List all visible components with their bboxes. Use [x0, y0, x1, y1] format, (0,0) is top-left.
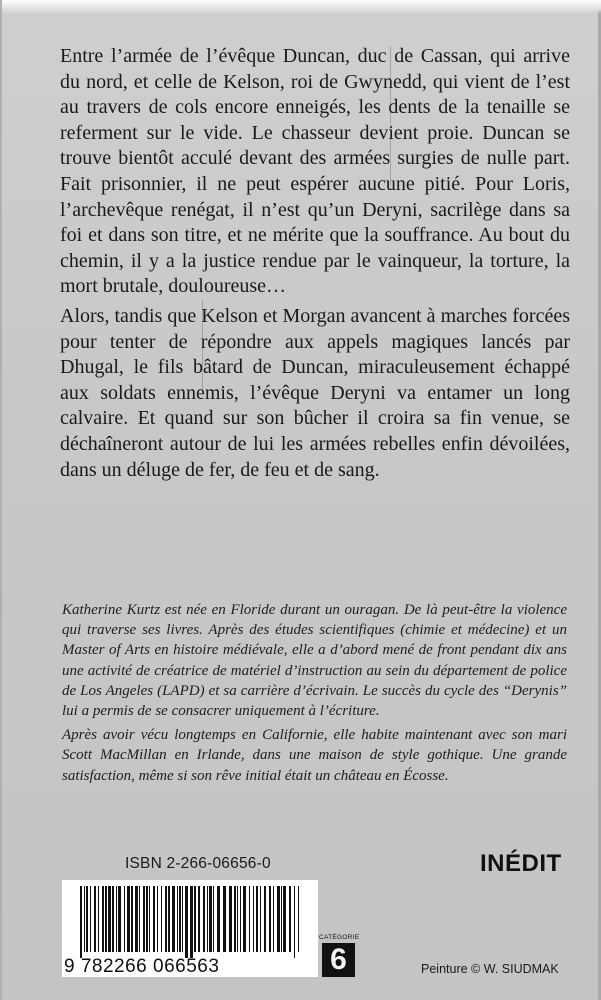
- barcode-bar: [203, 886, 205, 952]
- barcode-bar: [84, 886, 85, 952]
- cover-scratch: [202, 300, 203, 390]
- barcode-bar: [243, 886, 246, 952]
- barcode-bar: [172, 886, 175, 952]
- inedit-badge: INÉDIT: [480, 850, 562, 877]
- synopsis: [60, 44, 570, 487]
- barcode-bar: [240, 886, 241, 952]
- barcode-bar: [86, 886, 88, 952]
- barcode-bar: [283, 886, 286, 952]
- barcode-bar: [294, 886, 295, 958]
- barcode-bar: [105, 886, 107, 952]
- barcode-bar: [207, 886, 208, 952]
- barcode-bar: [264, 886, 266, 952]
- barcode-bar: [94, 886, 96, 952]
- barcode-bar: [281, 886, 282, 952]
- barcode-bar: [289, 886, 291, 952]
- barcode-bar: [112, 886, 114, 952]
- barcode-bar: [102, 886, 104, 952]
- barcode-bar: [237, 886, 238, 952]
- category-number: 6: [322, 943, 355, 977]
- barcode-bar: [118, 886, 121, 952]
- barcode-bar: [273, 886, 274, 952]
- barcode-bar: [165, 886, 167, 952]
- barcode-bar: [139, 886, 140, 952]
- isbn-label: ISBN 2-266-06656-0: [125, 855, 271, 872]
- barcode-bar: [161, 886, 162, 952]
- barcode-bar: [185, 886, 188, 958]
- barcode-bar: [127, 886, 130, 952]
- barcode-bar: [149, 886, 150, 952]
- barcode-bar: [124, 886, 125, 952]
- barcode-bar: [217, 886, 220, 952]
- barcode-bar: [249, 886, 250, 952]
- author-bio-paragraph-2: Après avoir vécu longtemps en Californie, elle habite maintenant avec son mari Scott MacMillan en Irlande, dans une maison de style gothique. Une grande satisfaction, même si son rêve initial était un château en Écosse.: [62, 727, 567, 784]
- top-edge-wear: [2, 0, 601, 14]
- barcode-bar: [182, 886, 183, 952]
- barcode-bar: [90, 886, 91, 952]
- cover-scratch: [390, 46, 391, 186]
- barcode-bar: [190, 886, 193, 958]
- synopsis-paragraph-1: Entre l’armée de l’évêque Duncan, duc de Cassan, qui arrive du nord, et celle de Kelson, roi de Gwynedd, qui vient de l’est au travers de cols encore enneigés, les dents de la tenaille se referment sur le vide. Le chasseur devient proie. Duncan se trouve bientôt acculé devant des armées surgies de nulle part. Fait prisonnier, il ne peut espérer aucune pitié. Pour Loris, l’archevêque renégat, il n’est qu’un Deryni, sacrilège dans sa foi et dans son titre, et ne mérite que la souffrance. Au bout du chemin, il y a la justice rendue par le vainqueur, la torture, la mort brutale, douloureuse…: [60, 45, 570, 298]
- barcode-bar: [209, 886, 212, 952]
- barcode-bar: [168, 886, 170, 952]
- barcode-bar: [157, 886, 158, 952]
- barcode-bar: [298, 886, 299, 952]
- barcode-digits: 9 782266 066563: [64, 956, 220, 977]
- barcode-bars: [62, 880, 318, 960]
- barcode-bar: [135, 886, 138, 952]
- barcode-bar: [260, 886, 261, 952]
- barcode-bar: [213, 886, 214, 952]
- barcode-bar: [146, 886, 148, 952]
- synopsis-paragraph-2: Alors, tandis que Kelson et Morgan avancent à marches forcées pour tenter de répondre aux appels magiques lancés par Dhugal, le fils bâtard de Duncan, miraculeusement échappé aux soldats ennemis, l’évêque Deryni va entamer un long calvaire. Et quand sur son bûcher il croira sa fin venue, se déchaîneront autour de lui les armées rebelles enfin dévoilées, dans un déluge de fer, de feu et de sang.: [60, 304, 570, 481]
- barcode-bar: [277, 886, 280, 952]
- author-bio-paragraph-1: Katherine Kurtz est née en Floride durant un ouragan. De là peut-être la violence qui traverse ses livres. Après des études scientifiques (chimie et médecine) et un Master of Arts en histoire médiévale, elle a d’abord mené de front pendant dix ans une activité de créatrice de matériel d’instruction au sein du département de police de Los Angeles (LAPD) et sa carrière d’écrivain. Le succès du cycle des “Derynis” lui a permis de se consacrer uniquement à l’écriture.: [62, 602, 567, 720]
- barcode-bar: [223, 886, 226, 952]
- barcode-bar: [179, 886, 181, 952]
- barcode-bar: [177, 886, 178, 952]
- barcode-bar: [143, 886, 145, 952]
- barcode-bar: [229, 886, 232, 952]
- barcode-bar: [256, 886, 258, 952]
- barcode-bar: [234, 886, 236, 952]
- barcode-bar: [153, 886, 155, 952]
- barcode-bar: [116, 886, 117, 952]
- barcode-bar: [198, 886, 200, 952]
- category-label: CATÉGORIE: [319, 934, 360, 941]
- barcode-bar: [194, 886, 196, 952]
- cover-art-credit: Peinture © W. SIUDMAK: [421, 962, 559, 976]
- barcode-bar: [269, 886, 271, 952]
- barcode-bar: [98, 886, 99, 952]
- barcode-bar: [253, 886, 254, 952]
- barcode-bar: [108, 886, 111, 952]
- barcode-bar: [80, 886, 82, 958]
- barcode-bar: [131, 886, 133, 952]
- author-bio: [62, 600, 567, 790]
- barcode: [62, 880, 318, 977]
